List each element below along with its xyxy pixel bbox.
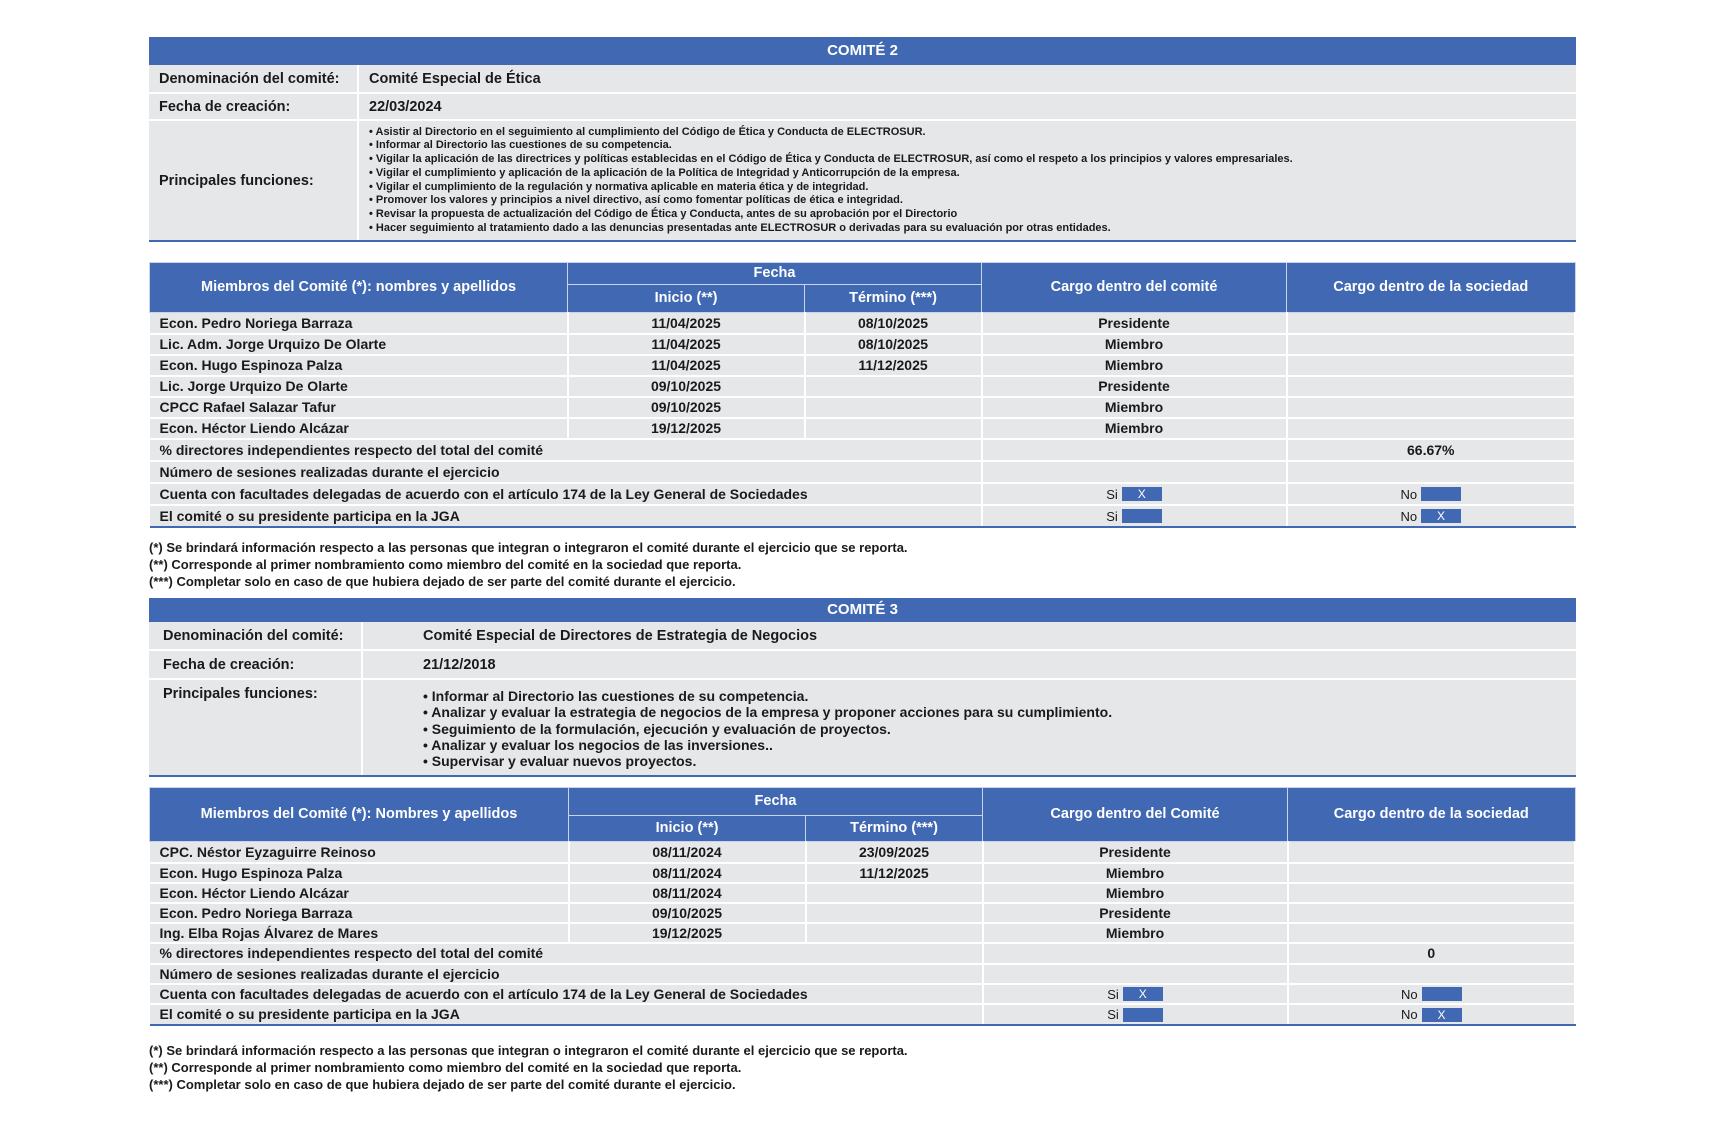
committee2-members-table xyxy=(149,262,1576,528)
footnote: (**) Corresponde al primer nombramiento como miembro del comité en la sociedad que reporta. xyxy=(149,1060,742,1075)
table-row xyxy=(150,334,1576,355)
member-sociedad xyxy=(1288,883,1575,903)
jga-no-cell xyxy=(1287,505,1575,527)
committee2-name-value: Comité Especial de Ética xyxy=(358,65,1576,93)
member-cargo: Miembro xyxy=(983,883,1288,903)
si-option xyxy=(1107,987,1163,1002)
member-cargo: Presidente xyxy=(982,313,1287,334)
facultades-si-cell xyxy=(983,984,1288,1004)
si-checkbox[interactable] xyxy=(1123,1008,1163,1022)
table-row xyxy=(150,397,1576,418)
jga-si-cell xyxy=(983,1004,1288,1025)
member-cargo: Miembro xyxy=(983,863,1288,883)
jga-no-cell xyxy=(1288,1004,1575,1025)
committee2-functions-list xyxy=(369,126,1566,236)
committee2-functions-cell xyxy=(358,120,1576,241)
no-label: No xyxy=(1400,508,1418,524)
member-sociedad xyxy=(1288,903,1575,923)
member-sociedad xyxy=(1287,313,1575,334)
member-inicio: 11/04/2025 xyxy=(568,313,805,334)
committee3-functions-list xyxy=(423,688,1566,769)
table-row xyxy=(150,1004,1576,1025)
list-item: • Supervisar y evaluar nuevos proyectos. xyxy=(423,753,1566,769)
committee3-members xyxy=(149,787,1576,1026)
member-name: Lic. Jorge Urquizo De Olarte xyxy=(150,376,568,397)
footnote: (*) Se brindará información respecto a las personas que integran o integraron el comité durante el ejercicio que se reporta. xyxy=(149,1043,908,1058)
si-option xyxy=(1106,509,1162,524)
member-termino: 23/09/2025 xyxy=(806,842,983,863)
member-cargo: Miembro xyxy=(982,418,1287,439)
no-label: No xyxy=(1400,986,1418,1002)
member-inicio: 19/12/2025 xyxy=(569,923,806,943)
no-label: No xyxy=(1400,486,1418,502)
table-row xyxy=(150,313,1576,334)
pct-independent-label: % directores independientes respecto del total del comité xyxy=(150,943,983,964)
no-checkbox[interactable] xyxy=(1422,987,1462,1001)
member-name: Lic. Adm. Jorge Urquizo De Olarte xyxy=(150,334,568,355)
empty-cell xyxy=(983,964,1288,984)
member-inicio: 09/10/2025 xyxy=(568,376,805,397)
list-item: • Vigilar el cumplimiento y aplicación de la aplicación de la Política de Integridad y Anticorrupción de la empresa. xyxy=(369,167,1566,181)
committee3-notes xyxy=(149,1042,908,1093)
sessions-label: Número de sesiones realizadas durante el ejercicio xyxy=(150,964,983,984)
si-option xyxy=(1107,1007,1163,1022)
member-sociedad xyxy=(1287,334,1575,355)
member-termino xyxy=(805,418,982,439)
jga-label: El comité o su presidente participa en la JGA xyxy=(150,1004,983,1025)
committee3-date-label: Fecha de creación: xyxy=(149,650,362,679)
members-header: Miembros del Comité (*): Nombres y apellidos xyxy=(150,788,569,842)
committee2-info-table xyxy=(149,65,1576,242)
si-option xyxy=(1106,487,1162,502)
empty-cell xyxy=(982,439,1287,461)
member-name: Econ. Hugo Espinoza Palza xyxy=(150,355,568,376)
committee3-title: COMITÉ 3 xyxy=(149,598,1576,622)
committee2-title: COMITÉ 2 xyxy=(149,37,1576,65)
fecha-header: Fecha xyxy=(569,788,983,816)
committee3-date-value: 21/12/2018 xyxy=(362,650,1576,679)
no-option xyxy=(1400,487,1461,502)
member-name: Ing. Elba Rojas Álvarez de Mares xyxy=(150,923,569,943)
committee2-notes xyxy=(149,539,908,590)
no-checkbox[interactable] xyxy=(1421,487,1461,501)
committee2-members xyxy=(149,262,1576,528)
si-checkbox[interactable]: X xyxy=(1122,487,1162,501)
table-row xyxy=(150,943,1576,964)
member-inicio: 09/10/2025 xyxy=(568,397,805,418)
table-row xyxy=(150,842,1576,863)
member-termino: 08/10/2025 xyxy=(805,313,982,334)
facultades-label: Cuenta con facultades delegadas de acuerdo con el artículo 174 de la Ley General de Sociedades xyxy=(150,483,982,505)
member-name: Econ. Pedro Noriega Barraza xyxy=(150,903,569,923)
si-label: Si xyxy=(1107,986,1119,1002)
cargo-sociedad-header: Cargo dentro de la sociedad xyxy=(1287,263,1575,313)
table-row xyxy=(150,964,1576,984)
no-checkbox[interactable]: X xyxy=(1421,509,1461,523)
list-item: • Informar al Directorio las cuestiones de su competencia. xyxy=(369,139,1566,153)
footnote: (***) Completar solo en caso de que hubiera dejado de ser parte del comité durante el ejercicio. xyxy=(149,574,736,589)
list-item: • Analizar y evaluar la estrategia de negocios de la empresa y proponer acciones para su cumplimiento. xyxy=(423,704,1566,720)
member-name: Econ. Hugo Espinoza Palza xyxy=(150,863,569,883)
list-item: • Promover los valores y principios a nivel directivo, así como fomentar políticas de ética e integridad. xyxy=(369,194,1566,208)
empty-cell xyxy=(982,461,1287,483)
table-row xyxy=(150,923,1576,943)
member-termino xyxy=(805,397,982,418)
committee2-date-label: Fecha de creación: xyxy=(149,93,358,120)
footnote: (**) Corresponde al primer nombramiento como miembro del comité en la sociedad que reporta. xyxy=(149,557,742,572)
table-row xyxy=(150,439,1576,461)
cargo-comite-header: Cargo dentro del comité xyxy=(982,263,1287,313)
no-option xyxy=(1401,987,1462,1002)
table-row xyxy=(150,461,1576,483)
committee3-members-table xyxy=(149,787,1576,1026)
committee3-name-label: Denominación del comité: xyxy=(149,622,362,650)
member-cargo: Miembro xyxy=(982,355,1287,376)
member-cargo: Presidente xyxy=(983,903,1288,923)
facultades-no-cell xyxy=(1287,483,1575,505)
pct-independent-label: % directores independientes respecto del total del comité xyxy=(150,439,982,461)
member-inicio: 08/11/2024 xyxy=(569,842,806,863)
empty-cell xyxy=(983,943,1288,964)
table-row xyxy=(150,863,1576,883)
committee3-info-table xyxy=(149,622,1576,777)
si-label: Si xyxy=(1106,486,1118,502)
table-row xyxy=(150,984,1576,1004)
list-item: • Seguimiento de la formulación, ejecución y evaluación de proyectos. xyxy=(423,721,1566,737)
member-sociedad xyxy=(1288,923,1575,943)
no-label: No xyxy=(1400,1007,1418,1022)
si-checkbox[interactable] xyxy=(1122,509,1162,523)
member-termino: 08/10/2025 xyxy=(805,334,982,355)
cargo-sociedad-header: Cargo dentro de la sociedad xyxy=(1288,788,1575,842)
table-row xyxy=(150,355,1576,376)
footnote: (*) Se brindará información respecto a las personas que integran o integraron el comité durante el ejercicio que se reporta. xyxy=(149,540,908,555)
pct-independent-value: 0 xyxy=(1288,943,1575,964)
member-cargo: Miembro xyxy=(983,923,1288,943)
list-item: • Asistir al Directorio en el seguimiento al cumplimiento del Código de Ética y Conducta de ELECTROSUR. xyxy=(369,126,1566,140)
committee2-date-value: 22/03/2024 xyxy=(358,93,1576,120)
cargo-comite-header: Cargo dentro del Comité xyxy=(983,788,1288,842)
member-sociedad xyxy=(1287,355,1575,376)
table-row xyxy=(150,418,1576,439)
table-row xyxy=(150,483,1576,505)
si-checkbox[interactable]: X xyxy=(1123,987,1163,1001)
member-cargo: Presidente xyxy=(983,842,1288,863)
member-inicio: 08/11/2024 xyxy=(569,883,806,903)
member-inicio: 11/04/2025 xyxy=(568,334,805,355)
member-name: CPCC Rafael Salazar Tafur xyxy=(150,397,568,418)
footnote: (***) Completar solo en caso de que hubiera dejado de ser parte del comité durante el ejercicio. xyxy=(149,1077,736,1092)
fecha-header: Fecha xyxy=(568,263,982,285)
member-sociedad xyxy=(1288,863,1575,883)
committee3-functions-label: Principales funciones: xyxy=(149,679,362,776)
list-item: • Hacer seguimiento al tratamiento dado a las denuncias presentadas ante ELECTROSUR o derivadas para su evaluación por otras entidades. xyxy=(369,222,1566,236)
member-name: Econ. Pedro Noriega Barraza xyxy=(150,313,568,334)
member-name: CPC. Néstor Eyzaguirre Reinoso xyxy=(150,842,569,863)
sessions-label: Número de sesiones realizadas durante el ejercicio xyxy=(150,461,982,483)
committee3-info xyxy=(149,598,1576,777)
sessions-value xyxy=(1288,964,1575,984)
member-termino xyxy=(805,376,982,397)
committee3-name-value: Comité Especial de Directores de Estrategia de Negocios xyxy=(362,622,1576,650)
pct-independent-value: 66.67% xyxy=(1287,439,1575,461)
committee2-info xyxy=(149,37,1576,242)
no-checkbox[interactable]: X xyxy=(1422,1008,1462,1022)
no-option xyxy=(1401,1007,1462,1022)
table-row xyxy=(150,903,1576,923)
member-name: Econ. Héctor Liendo Alcázar xyxy=(150,418,568,439)
table-row xyxy=(150,505,1576,527)
member-inicio: 09/10/2025 xyxy=(569,903,806,923)
facultades-label: Cuenta con facultades delegadas de acuerdo con el artículo 174 de la Ley General de Sociedades xyxy=(150,984,983,1004)
list-item: • Analizar y evaluar los negocios de las inversiones.. xyxy=(423,737,1566,753)
member-termino: 11/12/2025 xyxy=(805,355,982,376)
jga-label: El comité o su presidente participa en la JGA xyxy=(150,505,982,527)
member-name: Econ. Héctor Liendo Alcázar xyxy=(150,883,569,903)
termino-header: Término (***) xyxy=(805,285,982,313)
si-label: Si xyxy=(1106,508,1118,524)
list-item: • Informar al Directorio las cuestiones de su competencia. xyxy=(423,688,1566,704)
member-inicio: 19/12/2025 xyxy=(568,418,805,439)
member-inicio: 11/04/2025 xyxy=(568,355,805,376)
list-item: • Revisar la propuesta de actualización del Código de Ética y Conducta, antes de su aprobación por el Directorio xyxy=(369,208,1566,222)
inicio-header: Inicio (**) xyxy=(568,285,805,313)
member-cargo: Miembro xyxy=(982,334,1287,355)
sessions-value xyxy=(1287,461,1575,483)
list-item: • Vigilar la aplicación de las directrices y políticas establecidas en el Código de Ética y Conducta de ELECTROSUR, así como el respeto a los principios y valores empresariales. xyxy=(369,153,1566,167)
facultades-si-cell xyxy=(982,483,1287,505)
no-option xyxy=(1400,509,1461,524)
member-sociedad xyxy=(1287,418,1575,439)
list-item: • Vigilar el cumplimiento de la regulación y normativa aplicable en materia ética y de integridad. xyxy=(369,181,1566,195)
member-termino: 11/12/2025 xyxy=(806,863,983,883)
member-sociedad xyxy=(1287,397,1575,418)
inicio-header: Inicio (**) xyxy=(569,816,806,842)
jga-si-cell xyxy=(982,505,1287,527)
committee2-name-label: Denominación del comité: xyxy=(149,65,358,93)
member-cargo: Presidente xyxy=(982,376,1287,397)
si-label: Si xyxy=(1107,1007,1119,1022)
table-row xyxy=(150,883,1576,903)
member-sociedad xyxy=(1288,842,1575,863)
member-termino xyxy=(806,883,983,903)
committee3-functions-cell xyxy=(362,679,1576,776)
members-header: Miembros del Comité (*): nombres y apellidos xyxy=(150,263,568,313)
member-termino xyxy=(806,923,983,943)
member-inicio: 08/11/2024 xyxy=(569,863,806,883)
table-row xyxy=(150,376,1576,397)
termino-header: Término (***) xyxy=(806,816,983,842)
facultades-no-cell xyxy=(1288,984,1575,1004)
member-cargo: Miembro xyxy=(982,397,1287,418)
committee2-functions-label: Principales funciones: xyxy=(149,120,358,241)
member-sociedad xyxy=(1287,376,1575,397)
member-termino xyxy=(806,903,983,923)
